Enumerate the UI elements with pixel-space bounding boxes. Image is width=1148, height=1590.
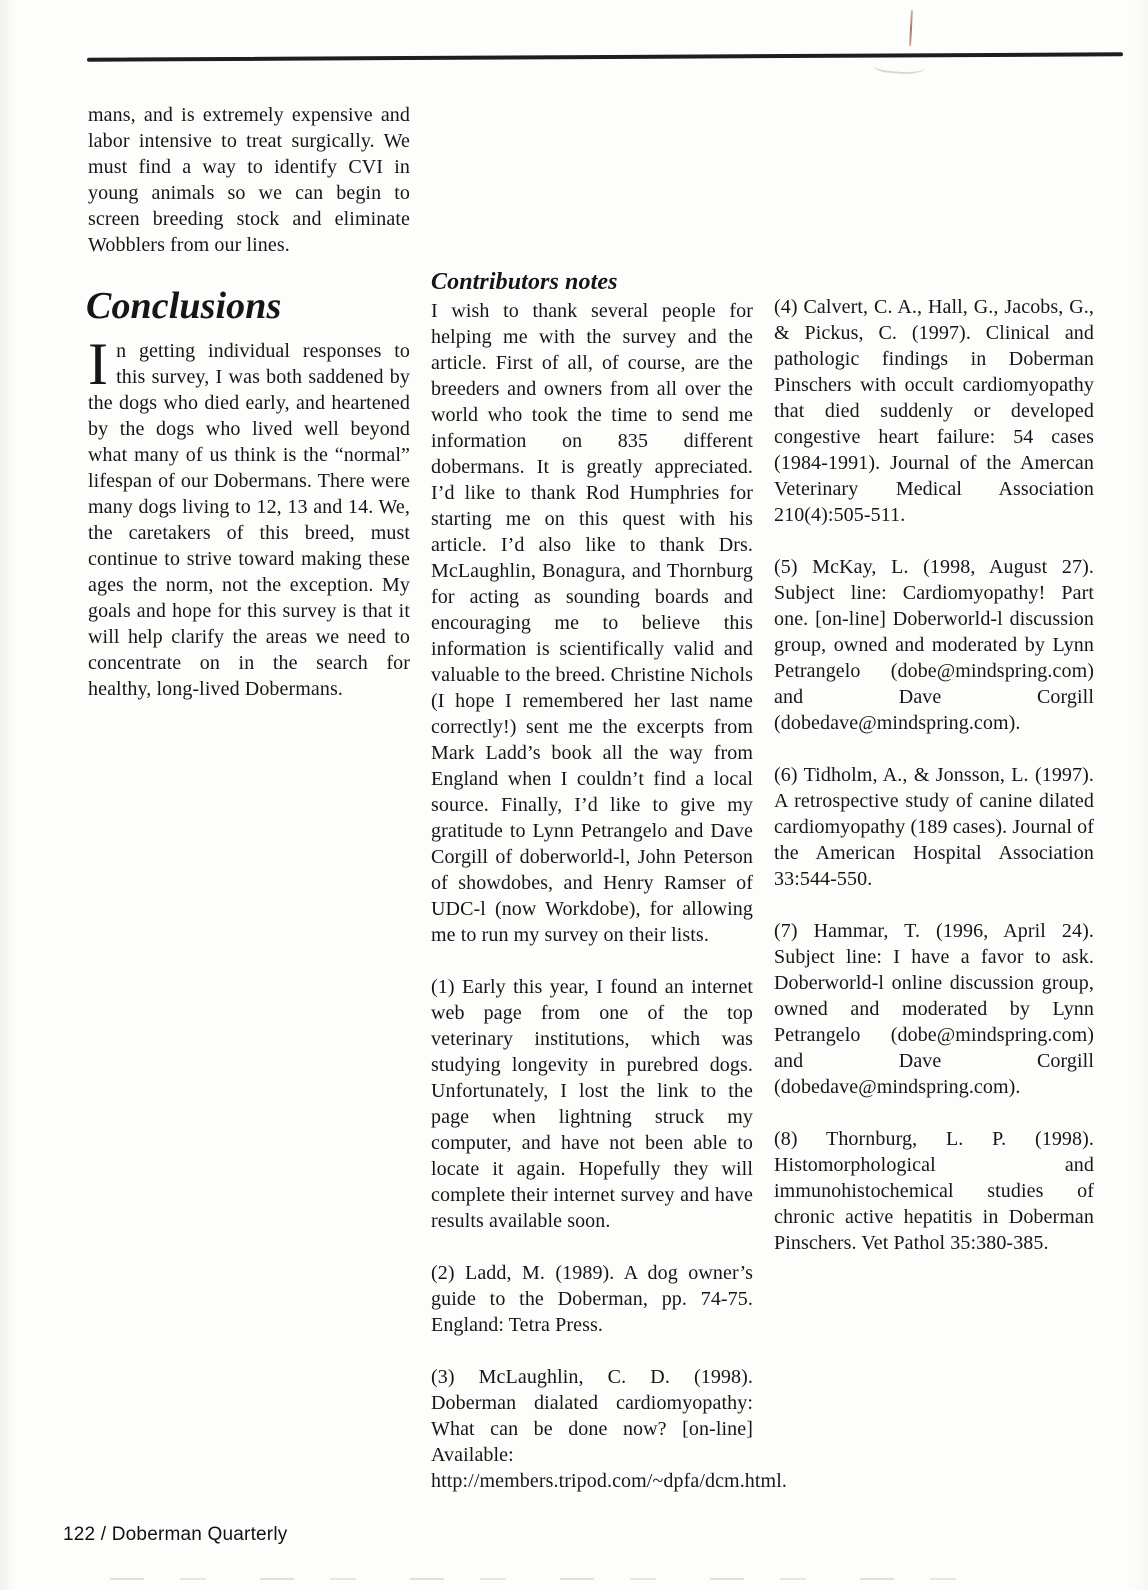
- reference-1: (1) Early this year, I found an internet web page from one of the top veterinary institutions, which was studying longevity in purebred dogs. Unfortunately, I lost the link to the page when lightning struck my computer, and have not been able to locate it again. Hopefully they will complete their internet survey and have results available soon.: [431, 976, 753, 1232]
- reference-3: (3) McLaughlin, C. D. (1998). Doberman dialated cardiomyopathy: What can be done now? [on-line] Available: http://members.tripod.com/~dpfa/dcm.html.: [431, 1366, 787, 1492]
- middle-column: [431, 268, 787, 1494]
- reference-2: (2) Ladd, M. (1989). A dog owner’s guide to the Doberman, pp. 74-75. England: Tetra Press.: [431, 1262, 753, 1336]
- contributors-notes-heading: Contributors notes: [431, 269, 618, 295]
- left-column: [88, 102, 410, 702]
- scan-artifact-smudge: [873, 55, 926, 76]
- top-divider-rule: [87, 52, 1123, 61]
- conclusions-heading: Conclusions: [86, 285, 282, 327]
- paragraph-conclusions-text: n getting individual responses to this survey, I was both saddened by the dogs who died early, and heartened by the dogs who lived well beyond what many of us think is the “normal” lifespan of our Dobermans. There were many dogs living to 12, 13 and 14. We, the caretakers of this breed, must continue to strive toward making these ages the norm, not the exception. My goals and hope for this survey is that it will help clarify the areas we need to concentrate on in the search for healthy, long-lived Dobermans.: [88, 340, 410, 700]
- paragraph-conclusions: [88, 331, 410, 702]
- reference-4: (4) Calvert, C. A., Hall, G., Jacobs, G., & Pickus, C. (1997). Clinical and pathologic findings in Doberman Pinschers with occult cardiomyopathy that died suddenly or developed congestive heart failure: 54 cases (1984-1991). Journal of the Amercan Veterinary Medical Association 210(4):505-511.: [774, 296, 1094, 526]
- right-column: [774, 294, 1094, 1256]
- scan-artifact-hair: [909, 10, 913, 46]
- paragraph-acknowledgements: I wish to thank several people for helping me with the survey and the article. First of all, of course, are the breeders and owners from all over the world who took the time to send me information on 835 different dobermans. It is greatly appreciated. I’d like to thank Rod Humphries for starting me on this quest with his article. I’d also like to thank Drs. McLaughlin, Bonagura, and Thornburg for acting as sounding boards and encouraging me to believe this information is scientifically valid and valuable to the breed. Christine Nichols (I hope I remembered her last name correctly!) sent me the excerpts from Mark Ladd’s book all the way from England when I couldn’t find a local source. Finally, I’d like to give my gratitude to Lynn Petrangelo and Dave Corgill of doberworld-l, John Peterson of showdobes, and Henry Ramser of UDC-l (now Workdobe), for allowing me to run my survey on their lists.: [431, 300, 753, 946]
- reference-7: (7) Hammar, T. (1996, April 24). Subject line: I have a favor to ask. Doberworld-l online discussion group, owned and moderated by Lynn Petrangelo (dobe@mindspring.com) and Dave Corgill (dobedave@mindspring.com).: [774, 920, 1094, 1098]
- drop-cap: I: [88, 331, 109, 397]
- reference-5: (5) McKay, L. (1998, August 27). Subject line: Cardiomyopathy! Part one. [on-line] Doberworld-l discussion group, owned and moderated by Lynn Petrangelo (dobe@mindspring.com) and Dave Corgill (dobedave@mindspring.com).: [774, 556, 1094, 734]
- paragraph-cvi-continuation: mans, and is extremely expensive and labor intensive to treat surgically. We must find a way to identify CVI in young animals so we can begin to screen breeding stock and eliminate Wobblers from our lines.: [88, 104, 410, 256]
- scan-edge-smudge: [110, 1578, 1010, 1580]
- page-footer: 122 / Doberman Quarterly: [63, 1524, 288, 1545]
- reference-6: (6) Tidholm, A., & Jonsson, L. (1997). A retrospective study of canine dilated cardiomyopathy (189 cases). Journal of the American Hospital Association 33:544-550.: [774, 764, 1094, 890]
- reference-8: (8) Thornburg, L. P. (1998). Histomorphological and immunohistochemical studies of chronic active hepatitis in Doberman Pinschers. Vet Pathol 35:380-385.: [774, 1128, 1094, 1254]
